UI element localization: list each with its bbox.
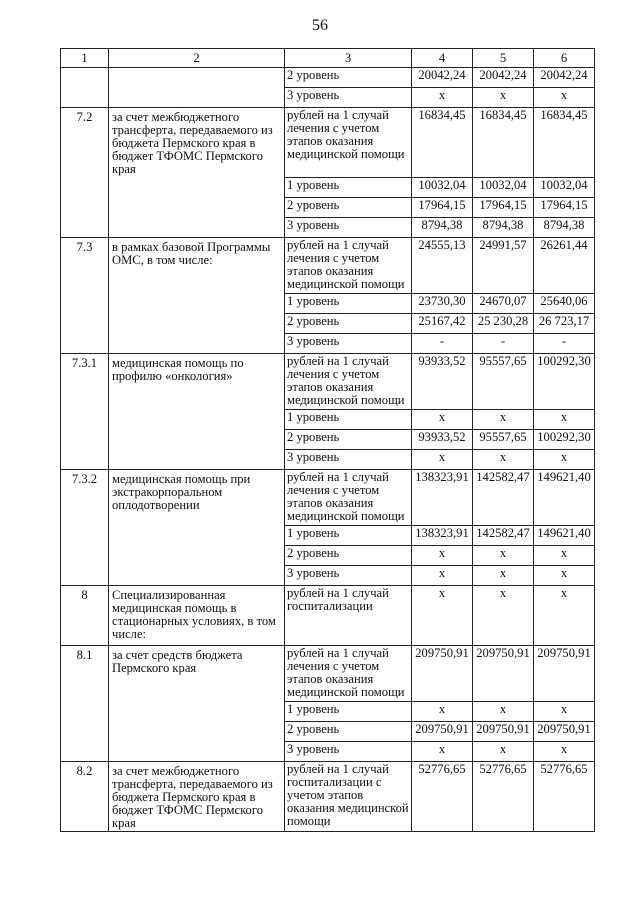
table-row (61, 701, 595, 721)
table-row (61, 429, 595, 449)
row-value-col6: 17964,15 (534, 197, 595, 217)
row-unit: 3 уровень (285, 217, 412, 237)
row-value-col6: 26261,44 (534, 237, 595, 293)
row-code (61, 217, 109, 237)
table-row (61, 197, 595, 217)
row-name (109, 68, 285, 88)
row-unit: рублей на 1 случай лечения с учетом этапов оказания медицинской помощи (285, 108, 412, 178)
row-name (109, 313, 285, 333)
row-name: медицинская помощь по профилю «онкология» (109, 353, 285, 409)
row-value-col5: 17964,15 (473, 197, 534, 217)
row-value-col6: 8794,38 (534, 217, 595, 237)
row-code: 8.2 (61, 761, 109, 831)
row-value-col5: х (473, 741, 534, 761)
table-row (61, 585, 595, 645)
table-row (61, 293, 595, 313)
table-row (61, 177, 595, 197)
row-unit: 3 уровень (285, 333, 412, 353)
row-value-col4: х (412, 409, 473, 429)
row-value-col5: 209750,91 (473, 645, 534, 701)
row-value-col4: 209750,91 (412, 721, 473, 741)
row-value-col5: 142582,47 (473, 469, 534, 525)
row-value-col5: 142582,47 (473, 525, 534, 545)
row-unit: рублей на 1 случай лечения с учетом этапов оказания медицинской помощи (285, 237, 412, 293)
tariff-table (60, 48, 595, 832)
row-unit: рублей на 1 случай лечения с учетом этапов оказания медицинской помощи (285, 645, 412, 701)
row-value-col5: 95557,65 (473, 429, 534, 449)
row-code: 8.1 (61, 645, 109, 701)
row-unit: 3 уровень (285, 449, 412, 469)
row-value-col6: 209750,91 (534, 721, 595, 741)
row-value-col5: 24670,07 (473, 293, 534, 313)
header-col-2: 2 (109, 49, 285, 68)
row-value-col5: х (473, 565, 534, 585)
row-value-col6: 20042,24 (534, 68, 595, 88)
row-unit: 3 уровень (285, 88, 412, 108)
table-row (61, 313, 595, 333)
row-value-col4: 138323,91 (412, 469, 473, 525)
table-row (61, 565, 595, 585)
header-col-6: 6 (534, 49, 595, 68)
row-value-col6: х (534, 449, 595, 469)
table-row (61, 88, 595, 108)
row-unit: 2 уровень (285, 197, 412, 217)
table-row (61, 237, 595, 293)
row-value-col5: 24991,57 (473, 237, 534, 293)
row-value-col4: 10032,04 (412, 177, 473, 197)
row-value-col4: - (412, 333, 473, 353)
table-row (61, 645, 595, 701)
row-value-col6: 100292,30 (534, 429, 595, 449)
table-row (61, 525, 595, 545)
row-value-col5: х (473, 88, 534, 108)
row-code (61, 721, 109, 741)
row-name (109, 565, 285, 585)
page-number: 56 (312, 17, 328, 34)
row-unit: 2 уровень (285, 545, 412, 565)
row-value-col6: х (534, 545, 595, 565)
row-name (109, 429, 285, 449)
row-value-col4: 138323,91 (412, 525, 473, 545)
row-value-col6: 149621,40 (534, 525, 595, 545)
row-name (109, 217, 285, 237)
row-value-col5: 8794,38 (473, 217, 534, 237)
row-name (109, 741, 285, 761)
row-value-col5: 25 230,28 (473, 313, 534, 333)
row-code (61, 293, 109, 313)
row-value-col6: 10032,04 (534, 177, 595, 197)
row-code (61, 333, 109, 353)
row-name (109, 409, 285, 429)
row-value-col4: х (412, 701, 473, 721)
row-name (109, 177, 285, 197)
row-code: 7.3 (61, 237, 109, 293)
row-value-col4: х (412, 449, 473, 469)
row-value-col5: 95557,65 (473, 353, 534, 409)
row-unit: рублей на 1 случай лечения с учетом этапов оказания медицинской помощи (285, 353, 412, 409)
row-value-col4: х (412, 741, 473, 761)
header-col-5: 5 (473, 49, 534, 68)
row-code (61, 409, 109, 429)
row-code (61, 565, 109, 585)
row-value-col5: х (473, 585, 534, 645)
row-value-col6: 209750,91 (534, 645, 595, 701)
row-name: Специализированная медицинская помощь в стационарных условиях, в том числе: (109, 585, 285, 645)
header-col-4: 4 (412, 49, 473, 68)
row-value-col4: 93933,52 (412, 429, 473, 449)
row-code (61, 701, 109, 721)
table-row (61, 449, 595, 469)
row-unit: 1 уровень (285, 701, 412, 721)
row-value-col6: 149621,40 (534, 469, 595, 525)
table-row (61, 409, 595, 429)
table-row (61, 469, 595, 525)
row-code (61, 449, 109, 469)
row-code (61, 429, 109, 449)
row-name (109, 197, 285, 217)
row-value-col5: х (473, 701, 534, 721)
row-value-col6: х (534, 88, 595, 108)
table-row (61, 353, 595, 409)
row-code (61, 525, 109, 545)
row-value-col6: 16834,45 (534, 108, 595, 178)
row-code (61, 197, 109, 217)
row-code: 7.2 (61, 108, 109, 178)
row-name (109, 721, 285, 741)
table-row (61, 721, 595, 741)
row-value-col4: х (412, 88, 473, 108)
row-unit: 2 уровень (285, 721, 412, 741)
row-name (109, 293, 285, 313)
row-name (109, 701, 285, 721)
table-row (61, 333, 595, 353)
row-name (109, 333, 285, 353)
row-value-col4: 24555,13 (412, 237, 473, 293)
table-header-row (61, 49, 595, 68)
row-value-col5: х (473, 449, 534, 469)
row-unit: рублей на 1 случай госпитализации (285, 585, 412, 645)
row-value-col5: - (473, 333, 534, 353)
row-value-col6: 52776,65 (534, 761, 595, 831)
row-value-col5: 10032,04 (473, 177, 534, 197)
table-row (61, 108, 595, 178)
header-col-1: 1 (61, 49, 109, 68)
row-value-col6: х (534, 585, 595, 645)
row-value-col6: х (534, 565, 595, 585)
table-row (61, 68, 595, 88)
row-value-col6: 100292,30 (534, 353, 595, 409)
row-value-col4: 17964,15 (412, 197, 473, 217)
row-code: 7.3.2 (61, 469, 109, 525)
row-code (61, 313, 109, 333)
row-value-col6: 26 723,17 (534, 313, 595, 333)
row-code: 7.3.1 (61, 353, 109, 409)
row-value-col6: х (534, 701, 595, 721)
row-value-col4: 20042,24 (412, 68, 473, 88)
row-unit: рублей на 1 случай лечения с учетом этапов оказания медицинской помощи (285, 469, 412, 525)
row-name: за счет средств бюджета Пермского края (109, 645, 285, 701)
row-code (61, 545, 109, 565)
row-name: в рамках базовой Программы ОМС, в том числе: (109, 237, 285, 293)
row-value-col4: 25167,42 (412, 313, 473, 333)
row-value-col6: - (534, 333, 595, 353)
row-unit: 1 уровень (285, 293, 412, 313)
table-row (61, 761, 595, 831)
row-value-col4: х (412, 545, 473, 565)
header-col-3: 3 (285, 49, 412, 68)
row-name: за счет межбюджетного трансферта, передаваемого из бюджета Пермского края в бюджет ТФОМС Пермского края (109, 108, 285, 178)
row-code (61, 177, 109, 197)
row-code (61, 741, 109, 761)
table-row (61, 217, 595, 237)
row-unit: рублей на 1 случай госпитализации с учетом этапов оказания медицинской помощи (285, 761, 412, 831)
row-code: 8 (61, 585, 109, 645)
row-value-col6: х (534, 741, 595, 761)
row-value-col4: 23730,30 (412, 293, 473, 313)
row-value-col5: 16834,45 (473, 108, 534, 178)
row-unit: 2 уровень (285, 68, 412, 88)
row-code (61, 88, 109, 108)
row-value-col5: х (473, 409, 534, 429)
row-unit: 3 уровень (285, 741, 412, 761)
row-unit: 1 уровень (285, 409, 412, 429)
row-value-col4: 52776,65 (412, 761, 473, 831)
row-value-col6: 25640,06 (534, 293, 595, 313)
row-name (109, 88, 285, 108)
row-code (61, 68, 109, 88)
row-name (109, 449, 285, 469)
row-name: медицинская помощь при экстракорпоральном оплодотворении (109, 469, 285, 525)
table-row (61, 741, 595, 761)
row-unit: 3 уровень (285, 565, 412, 585)
row-name (109, 525, 285, 545)
row-unit: 2 уровень (285, 313, 412, 333)
row-value-col4: 16834,45 (412, 108, 473, 178)
row-value-col5: х (473, 545, 534, 565)
row-value-col6: х (534, 409, 595, 429)
row-value-col4: 8794,38 (412, 217, 473, 237)
row-value-col5: 52776,65 (473, 761, 534, 831)
row-value-col5: 209750,91 (473, 721, 534, 741)
row-value-col4: х (412, 565, 473, 585)
row-unit: 1 уровень (285, 525, 412, 545)
row-unit: 1 уровень (285, 177, 412, 197)
row-name: за счет межбюджетного трансферта, передаваемого из бюджета Пермского края в бюджет ТФОМС Пермского края (109, 761, 285, 831)
row-value-col4: 209750,91 (412, 645, 473, 701)
row-value-col4: х (412, 585, 473, 645)
row-unit: 2 уровень (285, 429, 412, 449)
row-value-col4: 93933,52 (412, 353, 473, 409)
table-row (61, 545, 595, 565)
row-name (109, 545, 285, 565)
row-value-col5: 20042,24 (473, 68, 534, 88)
